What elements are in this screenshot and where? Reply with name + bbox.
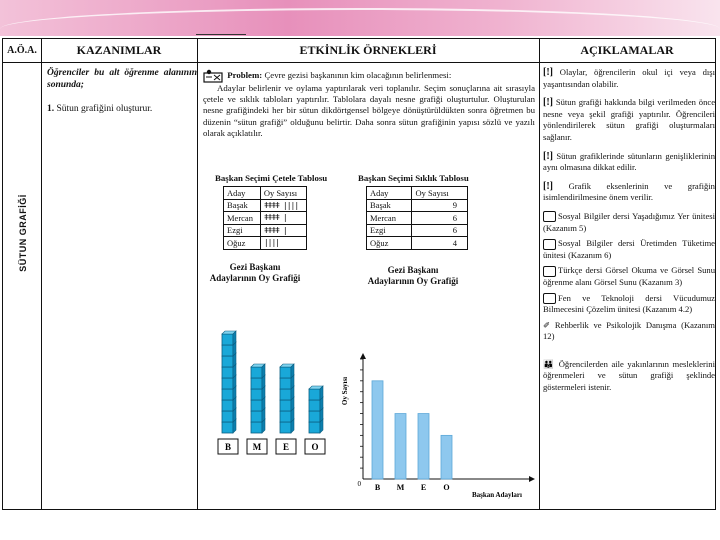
decorative-line [196, 34, 246, 35]
cube-labels [218, 439, 325, 454]
cube [280, 422, 291, 433]
bar-tick-label: O [443, 483, 450, 492]
curriculum-table [2, 38, 716, 510]
siklik-name: Ezgi [367, 224, 412, 237]
siklik-count: 4 [412, 237, 468, 250]
top-decorative-band [0, 0, 720, 36]
cube [251, 389, 262, 400]
link-text: Fen ve Teknoloji dersi Vücudumuz Bilmecesini Çözelim ünitesi (Kazanım 4.2) [543, 292, 715, 315]
cetele-header-row [224, 187, 307, 200]
bar-marks [372, 381, 452, 479]
link-4 [543, 293, 715, 316]
link-icon [543, 211, 556, 222]
cetele-tally: |||| [260, 237, 306, 250]
note-text: Olaylar, öğrencilerin okul içi veya dışı yaşantısından olabilir. [543, 67, 715, 89]
table-row [367, 212, 468, 225]
bar [418, 414, 429, 479]
side-label [3, 194, 41, 272]
bar-chart [339, 351, 535, 501]
bar-chart-title: Gezi Başkanı Adaylarının Oy Grafiği [367, 265, 459, 286]
pen-icon: ✐ [543, 319, 551, 330]
bar-tick-label: E [420, 483, 427, 492]
kazanim-text: Sütun grafiğini oluşturur. [56, 104, 153, 114]
cube-label: O [311, 442, 319, 452]
cetele-tally: ǂǂǂǂ |||| [260, 199, 306, 212]
bar-tick-label: M [396, 483, 405, 492]
cube [280, 400, 291, 411]
cetele-tally: ǂǂǂǂ | [260, 224, 306, 237]
family-note [543, 359, 715, 394]
note-3 [543, 151, 715, 174]
note-mark: [!] [543, 97, 553, 109]
link-3 [543, 265, 715, 288]
cube [222, 356, 233, 367]
table-row [367, 237, 468, 250]
problem-intro: Çevre gezisi başkanının kim olacağının belirlenmesi: [264, 70, 452, 81]
cube-label: M [252, 442, 262, 452]
link-2 [543, 238, 715, 261]
table-row [367, 224, 468, 237]
bar-tick-labels [358, 480, 450, 492]
note-text: Sütun grafiklerinde sütunların genişliklerinin aynı olmasına dikkat edilir. [543, 150, 715, 173]
cetele-name: Başak [224, 199, 261, 212]
col-divider [197, 39, 198, 509]
cube [280, 411, 291, 422]
header-kazanimlar: KAZANIMLAR [76, 43, 162, 57]
header-aciklamalar: AÇIKLAMALAR [580, 43, 674, 57]
kazanimlar-cell [47, 67, 197, 115]
siklik-name: Mercan [367, 212, 412, 225]
cube [251, 411, 262, 422]
siklik-count: 9 [412, 199, 468, 212]
note-4 [543, 181, 715, 204]
cube [222, 389, 233, 400]
aciklamalar-cell [543, 67, 715, 401]
header-aoa: A.Ö.A. [7, 45, 37, 56]
cube [309, 389, 320, 400]
bar [441, 435, 452, 479]
header-divider [3, 62, 715, 63]
object-graph [208, 301, 338, 463]
kazanim-number: 1. [47, 104, 55, 114]
siklik-name: Oğuz [367, 237, 412, 250]
cube [309, 411, 320, 422]
col-divider [539, 39, 540, 509]
cube [222, 345, 233, 356]
bar-ylabel: Oy Sayısı [341, 376, 349, 406]
kazanim-lead: Öğrenciler bu alt öğrenme alanının sonunda; [47, 68, 197, 90]
cube-label: E [282, 442, 290, 452]
family-text: Öğrencilerden aile yakınlarının mesleklerini öğrenmeleri ve sütun grafiği şeklinde göstermeleri istenir. [543, 358, 715, 393]
cube [222, 400, 233, 411]
cube [222, 367, 233, 378]
siklik-header-row [367, 187, 468, 200]
bar-tick-label: B [374, 483, 381, 492]
cube [280, 367, 291, 378]
note-mark: [!] [543, 150, 553, 162]
bar [372, 381, 383, 479]
cube-label: B [224, 442, 232, 452]
cube [222, 378, 233, 389]
cetele-col-aday: Aday [224, 187, 261, 200]
note-mark: [!] [543, 180, 553, 192]
link-icon [543, 293, 556, 304]
cube [280, 389, 291, 400]
note-text: Sütun grafiği hakkında bilgi verilmeden önce nesne veya şekil grafiği yaptırılır. Öğrencileri yönlendirilerek sütun grafiği oluşturmaları sağlanır. [543, 97, 716, 142]
siklik-table [366, 186, 468, 250]
table-row [224, 199, 307, 212]
link-text: Sosyal Bilgiler dersi Yaşadığımız Yer ünitesi (Kazanım 5) [543, 210, 715, 233]
bar [395, 414, 406, 479]
origin-label: 0 [357, 480, 361, 488]
note-1 [543, 67, 715, 90]
link-5 [543, 320, 715, 343]
link-icon [543, 239, 556, 250]
link-text: Türkçe dersi Görsel Okuma ve Görsel Sunu öğrenme alanı Görsel Sunu (Kazanım 3) [543, 265, 715, 287]
cube [222, 411, 233, 422]
header-etkinlik: ETKİNLİK ÖRNEKLERİ [299, 43, 437, 57]
cube [309, 400, 320, 411]
col-divider [41, 39, 42, 509]
link-text: Rehberlik ve Psikolojik Danışma (Kazanım 12) [543, 319, 715, 342]
cube [251, 422, 262, 433]
table-row [224, 212, 307, 225]
family-icon: 👪 [543, 358, 556, 369]
table-row [224, 237, 307, 250]
siklik-col-oy: Oy Sayısı [412, 187, 468, 200]
cube [251, 400, 262, 411]
note-text: Grafik eksenlerinin ve grafiğin isimlendirilmesine önem verilir. [543, 180, 715, 203]
note-2 [543, 97, 715, 143]
problem-paragraph [203, 69, 535, 139]
cetele-tally: ǂǂǂǂ | [260, 212, 306, 225]
cube [251, 378, 262, 389]
cube [280, 378, 291, 389]
siklik-col-aday: Aday [367, 187, 412, 200]
siklik-count: 6 [412, 224, 468, 237]
cetele-table [223, 186, 307, 250]
bar-xlabel: Başkan Adayları [472, 491, 522, 499]
cube [251, 367, 262, 378]
problem-label: Problem: [227, 70, 263, 81]
cube [309, 422, 320, 433]
siklik-name: Başak [367, 199, 412, 212]
link-text: Sosyal Bilgiler dersi Üretimden Tüketime ünitesi (Kazanım 6) [543, 238, 715, 260]
side-label-text: SÜTUN GRAFİĞİ [18, 194, 28, 272]
x-axis-arrow [529, 476, 535, 482]
siklik-count: 6 [412, 212, 468, 225]
y-axis-arrow [360, 353, 366, 359]
link-1 [543, 211, 715, 234]
cube-columns [222, 331, 323, 433]
cube [222, 334, 233, 345]
kazanim-item [47, 103, 197, 115]
table-row [224, 224, 307, 237]
problem-body: Adaylar belirlenir ve oylama yaptırılarak veri toplanılır. Seçim sonuçlarına ait sırasıyla çetele ve sıklık tabloları yaptırılır. Tablolara dayalı nesne grafiği oluşturtulur. Oluşturulan nesne grafiğindeki her bir sütun dikdörtgensel bölgeye dönüştürüldükten sonra öğretmen bu düzenin “sütun grafiği” olduğunu belirtir. Daha sonra sütun grafiğinin yapısı sözlü ve yazılı olarak açıklatılır. [203, 83, 535, 138]
teacher-icon [203, 69, 223, 83]
cetele-col-oy: Oy Sayısı [260, 187, 306, 200]
cetele-name: Oğuz [224, 237, 261, 250]
object-graph-title: Gezi Başkanı Adaylarının Oy Grafiği [209, 262, 301, 283]
cube [222, 422, 233, 433]
table-row [367, 199, 468, 212]
link-icon [543, 266, 556, 277]
note-mark: [!] [543, 67, 553, 78]
siklik-title: Başkan Seçimi Sıklık Tablosu [358, 173, 469, 183]
cetele-name: Ezgi [224, 224, 261, 237]
cetele-title: Başkan Seçimi Çetele Tablosu [215, 173, 328, 183]
cetele-name: Mercan [224, 212, 261, 225]
